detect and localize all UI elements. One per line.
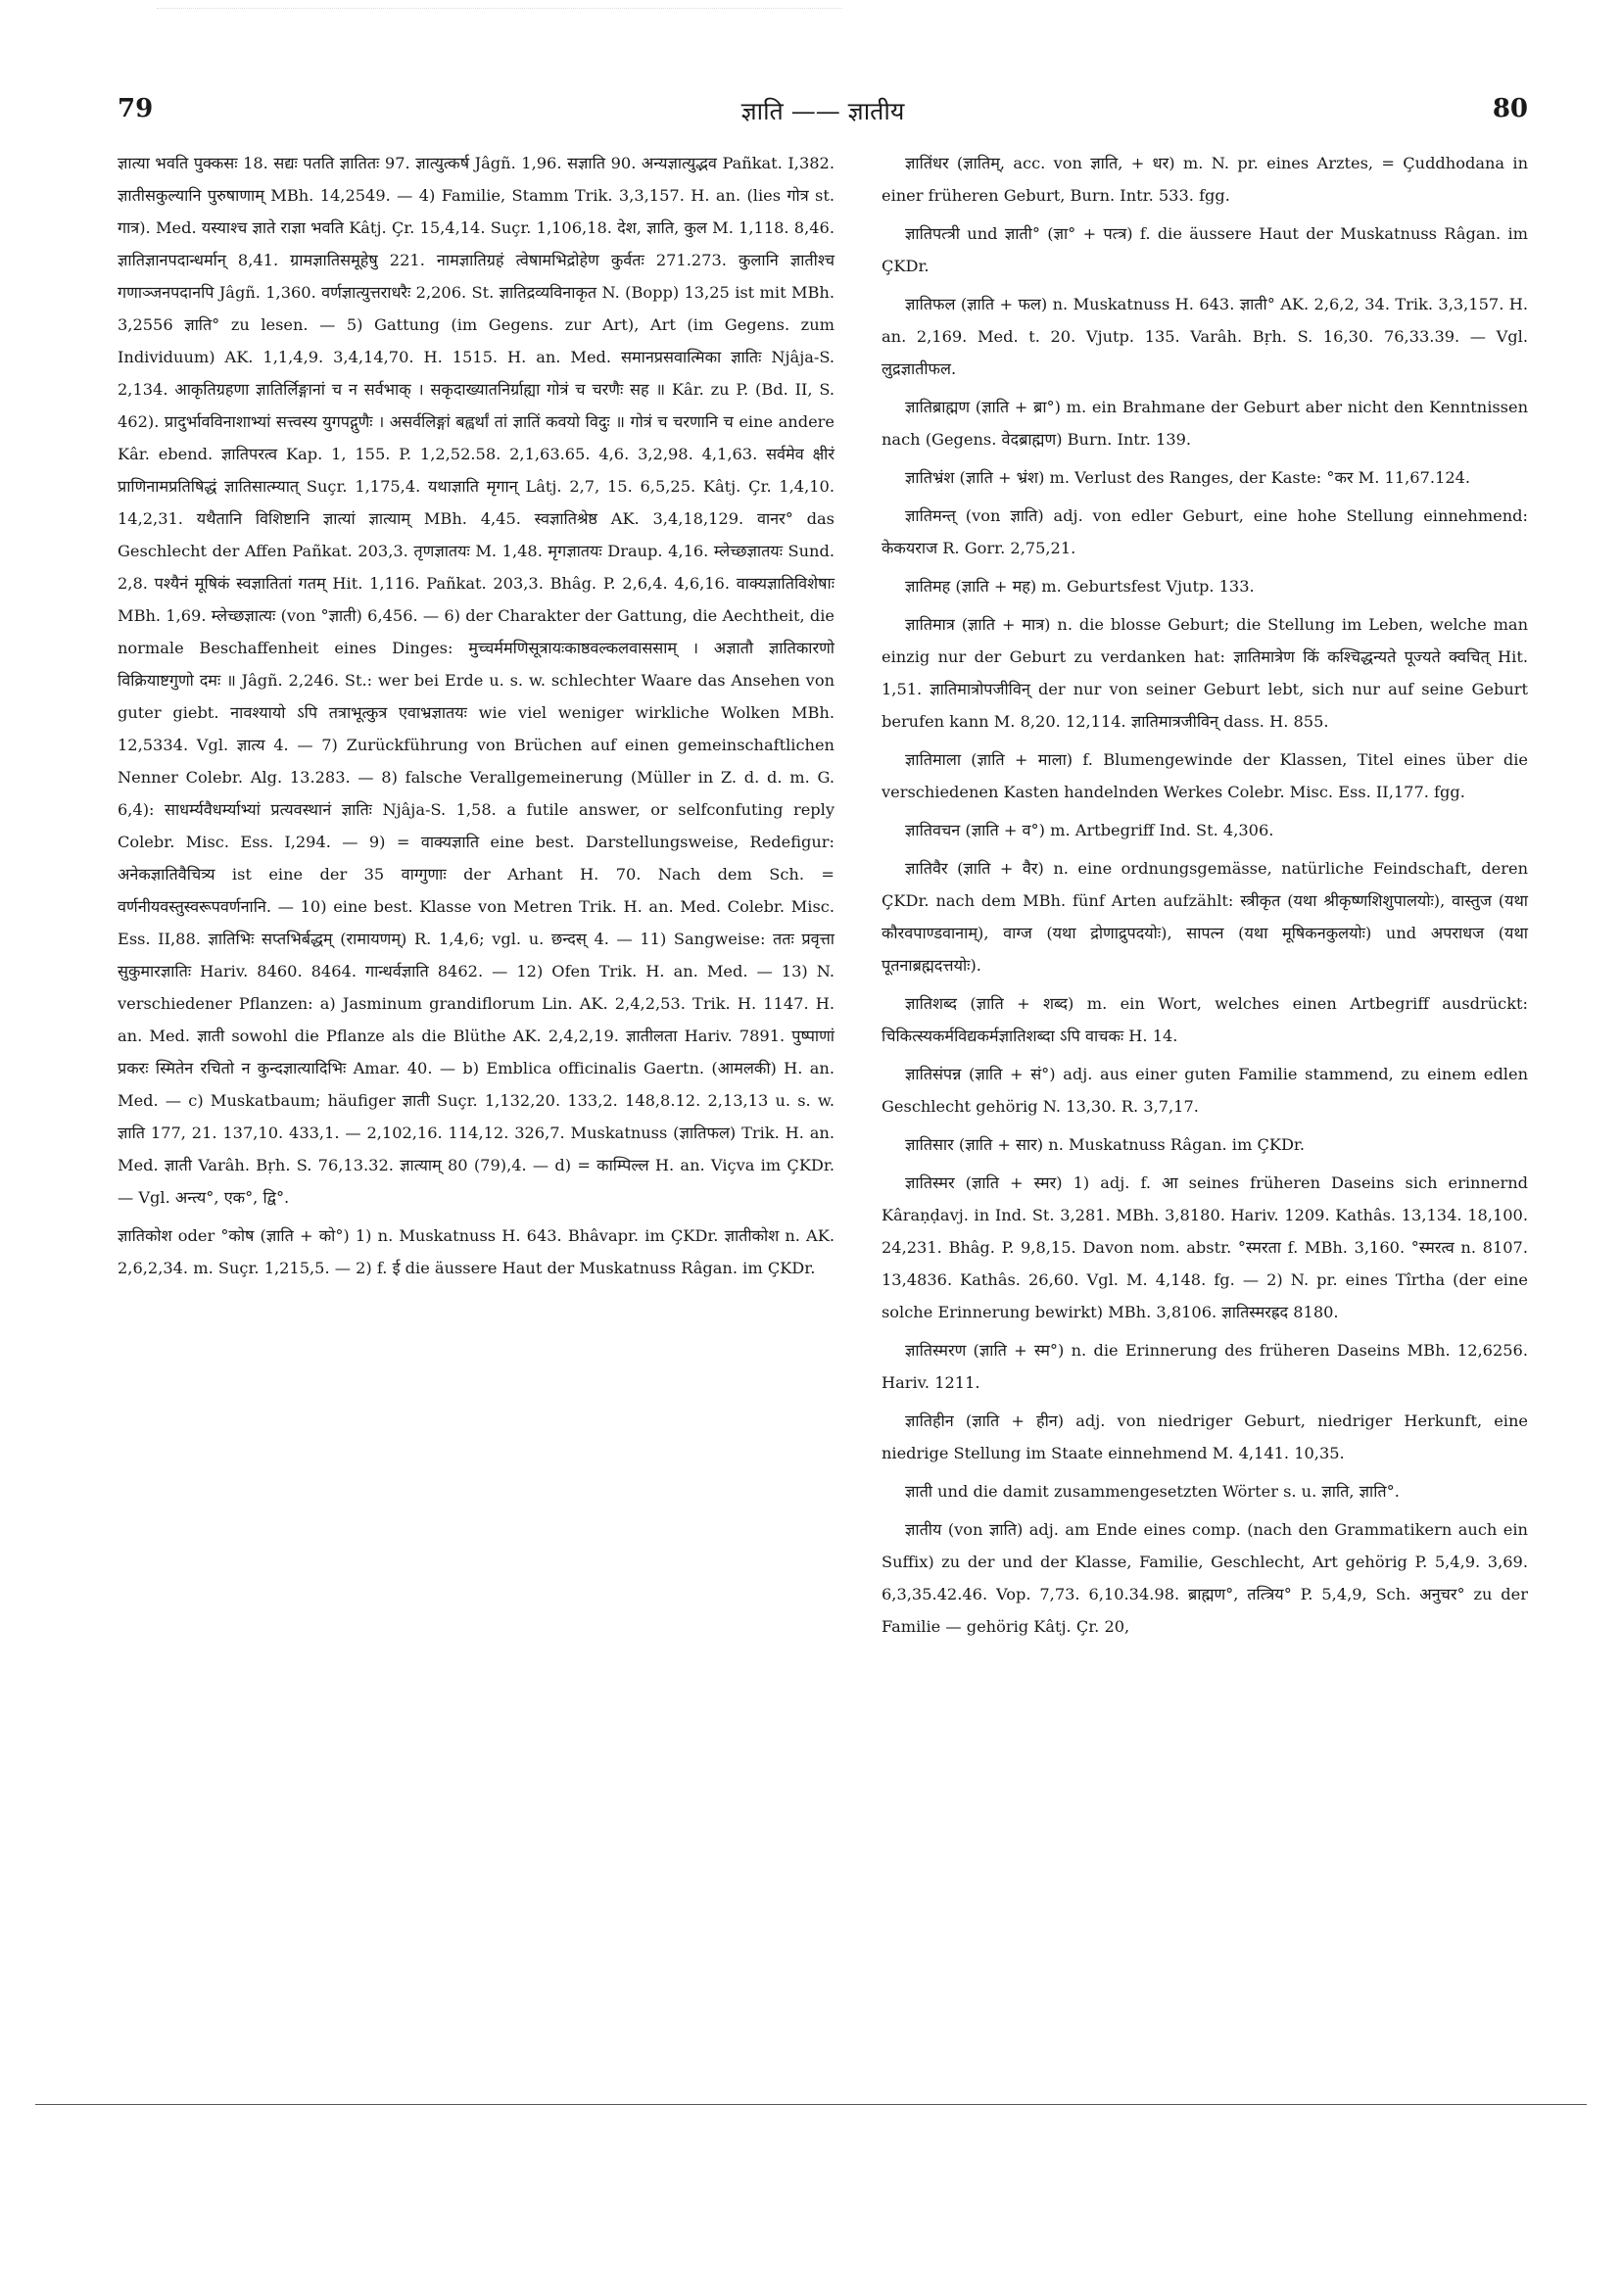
page-number-right: 80 <box>1492 94 1528 123</box>
dictionary-entry: ज्ञातिशब्द (ज्ञाति + शब्द) m. ein Wort, welches einen Artbegriff ausdrückt: चिकित्स्यकर्मविद्यकर्मज्ञातिशब्दा ऽपि वाचकः H. 14. <box>882 994 1528 1045</box>
dictionary-entry: ज्ञातिवैर (ज्ञाति + वैर) n. eine ordnungsgemässe, natürliche Feindschaft, deren ÇKDr. nach dem MBh. fünf Arten aufzählt: स्त्रीकृत (यथा श्रीकृष्णशिशुपालयोः), वास्तुज (यथा कौरवपाण्डवानाम्), वाग्ज (यथा द्रोणाद्रुपदयोः), सापत्न (यथा मूषिकनकुलयोः) und अपराधज (यथा पूतनाब्रह्मदत्तयोः). <box>882 859 1528 975</box>
dictionary-entry: ज्ञातिसंपन्न (ज्ञाति + सं°) adj. aus einer guten Familie stammend, zu einem edlen Geschlecht gehörig N. 13,30. R. 3,7,17. <box>882 1065 1528 1116</box>
dictionary-entry: ज्ञातिब्राह्मण (ज्ञाति + ब्रा°) m. ein Brahmane der Geburt aber nicht den Kenntnissen nach (Gegens. वेदब्राह्मण) Burn. Intr. 139. <box>882 398 1528 449</box>
dictionary-entry: ज्ञातिंधर (ज्ञातिम्, acc. von ज्ञाति, + धर) m. N. pr. eines Arztes, = Çuddhodana in einer früheren Geburt, Burn. Intr. 533. fgg. <box>882 154 1528 205</box>
scan-artifact <box>157 8 842 15</box>
dictionary-entry: ज्ञातिभ्रंश (ज्ञाति + भ्रंश) m. Verlust des Ranges, der Kaste: °कर M. 11,67.124. <box>905 468 1471 487</box>
dictionary-entry: ज्ञातिस्मर (ज्ञाति + स्मर) 1) adj. f. आ seines früheren Daseins sich erinnernd Kâraṇḍavj. in Ind. St. 3,281. MBh. 3,8180. Hariv. 1209. Kathâs. 13,134. 18,100. 24,231. Bhâg. P. 9,8,15. Davon nom. abstr. °स्मरता f. MBh. 3,160. °स्मरत्व n. 8107. 13,4836. Kathâs. 26,60. Vgl. M. 4,148. fg. — 2) N. pr. eines Tîrtha (der eine solche Erinnerung bewirkt) MBh. 3,8106. ज्ञातिस्मरह्रद 8180. <box>882 1173 1528 1321</box>
dictionary-entry: ज्ञातिहीन (ज्ञाति + हीन) adj. von niedriger Geburt, niedriger Herkunft, eine niedrige Stellung im Staate einnehmend M. 4,141. 10,35. <box>882 1411 1528 1462</box>
entry-text: ज्ञातिकोश oder °कोष (ज्ञाति + को°) 1) n. Muskatnuss H. 643. Bhâvapr. im ÇKDr. ज्ञातीकोश n. AK. 2,6,2,34. m. Suçr. 1,215,5. — 2) f. ई die äussere Haut der Muskatnuss Râgan. im ÇKDr. <box>118 1226 835 1277</box>
left-column <box>118 147 835 1290</box>
running-title: ज्ञाति —— ज्ञातीय <box>740 97 905 125</box>
dictionary-entry: ज्ञातिमन्त् (von ज्ञाति) adj. von edler Geburt, eine hohe Stellung einnehmend: केकयराज R. Gorr. 2,75,21. <box>882 506 1528 557</box>
dictionary-entry: ज्ञातिसार (ज्ञाति + सार) n. Muskatnuss Râgan. im ÇKDr. <box>905 1135 1306 1154</box>
page-number-left: 79 <box>118 94 154 123</box>
dictionary-entry: ज्ञातिवचन (ज्ञाति + व°) m. Artbegriff Ind. St. 4,306. <box>905 821 1274 839</box>
dictionary-entry: ज्ञातीय (von ज्ञाति) adj. am Ende eines comp. (nach den Grammatikern auch ein Suffix) zu der und der Klasse, Familie, Geschlecht, Art gehörig P. 5,4,9. 3,69. 6,3,35.42.46. Vop. 7,73. 6,10.34.98. ब्राह्मण°, तत्त्रिय° P. 5,4,9, Sch. अनुचर° zu der Familie — gehörig Kâtj. Çr. 20, <box>882 1520 1528 1636</box>
dictionary-entry: ज्ञातिमह (ज्ञाति + मह) m. Geburtsfest Vjutp. 133. <box>905 577 1255 596</box>
entry-text: ज्ञात्या भवति पुक्कसः 18. सद्यः पतति ज्ञातितः 97. ज्ञात्युत्कर्ष Jâgñ. 1,96. सज्ञाति 90. अन्यज्ञात्युद्भव Pañkat. I,382. ज्ञातीसकुल्यानि पुरुषाणाम् MBh. 14,2549. — 4) Familie, Stamm Trik. 3,3,157. H. an. (lies गोत्र st. गात्र). Med. यस्याश्च ज्ञाते राज्ञा भवति Kâtj. Çr. 15,4,14. Suçr. 1,106,18. देश, ज्ञाति, कुल M. 1,118. 8,46. ज्ञातिज्ञानपदान्धर्मान् 8,41. ग्रामज्ञातिसमूहेषु 221. नामज्ञातिग्रहं त्वेषामभिद्रोहेण कुर्वतः 271.273. कुलानि ज्ञातीश्च गणाञ्जनपदानपि Jâgñ. 1,360. वर्णज्ञात्युत्तराधरैः 2,206. St. ज्ञातिद्रव्यविनाकृत N. (Bopp) 13,25 ist mit MBh. 3,2556 ज्ञाति° zu lesen. — 5) Gattung (im Gegens. zur Art), Art (im Gegens. zum Individuum) AK. 1,1,4,9. 3,4,14,70. H. 1515. H. an. Med. समानप्रसवात्मिका ज्ञातिः Njâja-S. 2,134. आकृतिग्रहणा ज्ञातिर्लिङ्गानां च न सर्वभाक् । सकृदाख्यातनिर्ग्राह्या गोत्रं च चरणैः सह ॥ Kâr. zu P. (Bd. II, S. 462). प्रादुर्भावविनाशाभ्यां सत्त्वस्य युगपद्गुणैः । असर्वलिङ्गां बह्वर्थां तां ज्ञातिं कवयो विदुः ॥ गोत्रं च चरणानि च eine andere Kâr. ebend. ज्ञातिपरत्व Kap. 1, 155. P. 1,2,52.58. 2,1,63.65. 4,6. 3,2,98. 4,1,63. सर्वमेव क्षीरं प्राणिनामप्रतिषिद्धं ज्ञातिसात्म्यात् Suçr. 1,175,4. यथाज्ञाति मृगान् Lâtj. 2,7, 15. 6,5,25. Kâtj. Çr. 1,4,10. 14,2,31. यथैतानि विशिष्टानि ज्ञात्यां ज्ञात्याम् MBh. 4,45. स्वज्ञातिश्रेष्ठ AK. 3,4,18,129. वानर° das Geschlecht der Affen Pañkat. 203,3. तृणज्ञातयः M. 1,48. मृगज्ञातयः Draup. 4,16. म्लेच्छज्ञातयः Sund. 2,8. पश्यैनं मूषिकं स्वज्ञातितां गतम् Hit. 1,116. Pañkat. 203,3. Bhâg. P. 2,6,4. 4,6,16. वाक्यज्ञातिविशेषाः MBh. 1,69. म्लेच्छज्ञात्यः (von °ज्ञाती) 6,456. — 6) der Charakter der Gattung, die Aechtheit, die normale Beschaffenheit eines Dinges: मुच्चर्ममणिसूत्रायःकाष्ठवल्कलवाससाम् । अज्ञातौ ज्ञातिकारणो विक्रियाष्टगुणो दमः ॥ Jâgñ. 2,246. St.: wer bei Erde u. s. w. schlechter Waare das Ansehen von guter giebt. नावश्यायो ऽपि तत्राभूत्कुत्र एवाभ्रज्ञातयः wie viel weniger wirkliche Wolken MBh. 12,5334. Vgl. ज्ञात्य 4. — 7) Zurückführung von Brüchen auf einen gemeinschaftlichen Nenner Colebr. Alg. 13.283. — 8) falsche Verallgemeinerung (Müller in Z. d. d. m. G. 6,4): साधर्म्यवैधर्म्याभ्यां प्रत्यवस्थानं ज्ञातिः Njâja-S. 1,58. a futile answer, or selfconfuting reply Colebr. Misc. Ess. I,294. — 9) = वाक्यज्ञाति eine best. Darstellungsweise, Redefigur: अनेकज्ञातिवैचित्र्य ist eine der 35 वाग्गुणाः der Arhant H. 70. Nach dem Sch. = वर्णनीयवस्तुस्वरूपवर्णनानि. — 10) eine best. Klasse von Metren Trik. H. an. Med. Colebr. Misc. Ess. II,88. ज्ञातिभिः सप्तभिर्बद्धम् (रामायणम्) R. 1,4,6; vgl. u. छन्दस् 4. — 11) Sangweise: ततः प्रवृत्ता सुकुमारज्ञातिः Hariv. 8460. 8464. गान्धर्वज्ञाति 8462. — 12) Ofen Trik. H. an. Med. — 13) N. verschiedener Pflanzen: a) Jasminum grandiflorum Lin. AK. 2,4,2,53. Trik. H. 1147. H. an. Med. ज्ञाती sowohl die Pflanze als die Blüthe AK. 2,4,2,19. ज्ञातीलता Hariv. 7891. पुष्पाणां प्रकरः स्मितेन रचितो न कुन्दज्ञात्यादिभिः Amar. 40. — b) Emblica officinalis Gaertn. (आमलकी) H. an. Med. — c) Muskatbaum; häufiger ज्ञाती Suçr. 1,132,20. 133,2. 148,8.12. 2,13,13 u. s. w. ज्ञाति 177, 21. 137,10. 433,1. — 2,102,16. 114,12. 326,7. Muskatnuss (ज्ञातिफल) Trik. H. an. Med. ज्ञाती Varâh. Bṛh. S. 76,13.32. ज्ञात्याम् 80 (79),4. — d) = काम्पिल्ल H. an. Viçva im ÇKDr. — Vgl. अन्त्य°, एक°, द्वि°. <box>118 154 835 1207</box>
page-header <box>118 94 1528 133</box>
dictionary-entry: ज्ञातिपत्त्री und ज्ञाती° (ज्ञा° + पत्त्र) f. die äussere Haut der Muskatnuss Râgan. im ÇKDr. <box>882 224 1528 275</box>
footer-rule <box>35 2104 1587 2105</box>
right-column <box>882 147 1528 1649</box>
dictionary-entry: ज्ञातिफल (ज्ञाति + फल) n. Muskatnuss H. 643. ज्ञाती° AK. 2,6,2, 34. Trik. 3,3,157. H. an. 2,169. Med. t. 20. Vjutp. 135. Varâh. Bṛh. S. 16,30. 76,33.39. — Vgl. लुद्रज्ञातीफल. <box>882 295 1528 378</box>
dictionary-entry: ज्ञाती und die damit zusammengesetzten Wörter s. u. ज्ञाति, ज्ञाति°. <box>905 1482 1400 1501</box>
dictionary-entry: ज्ञातिमाला (ज्ञाति + माला) f. Blumengewinde der Klassen, Titel eines über die verschiedenen Kasten handelnden Werkes Colebr. Misc. Ess. II,177. fgg. <box>882 750 1528 801</box>
dictionary-entry: ज्ञातिमात्र (ज्ञाति + मात्र) n. die blosse Geburt; die Stellung im Leben, welche man einzig nur der Geburt zu verdanken hat: ज्ञातिमात्रेण किं कश्चिद्धन्यते पूज्यते क्वचित् Hit. 1,51. ज्ञातिमात्रोपजीविन् der nur von seiner Geburt lebt, sich nur auf seine Geburt berufen kann M. 8,20. 12,114. ज्ञातिमात्रजीविन् dass. H. 855. <box>882 615 1528 731</box>
dictionary-entry: ज्ञातिस्मरण (ज्ञाति + स्म°) n. die Erinnerung des früheren Daseins MBh. 12,6256. Hariv. 1211. <box>882 1341 1528 1392</box>
